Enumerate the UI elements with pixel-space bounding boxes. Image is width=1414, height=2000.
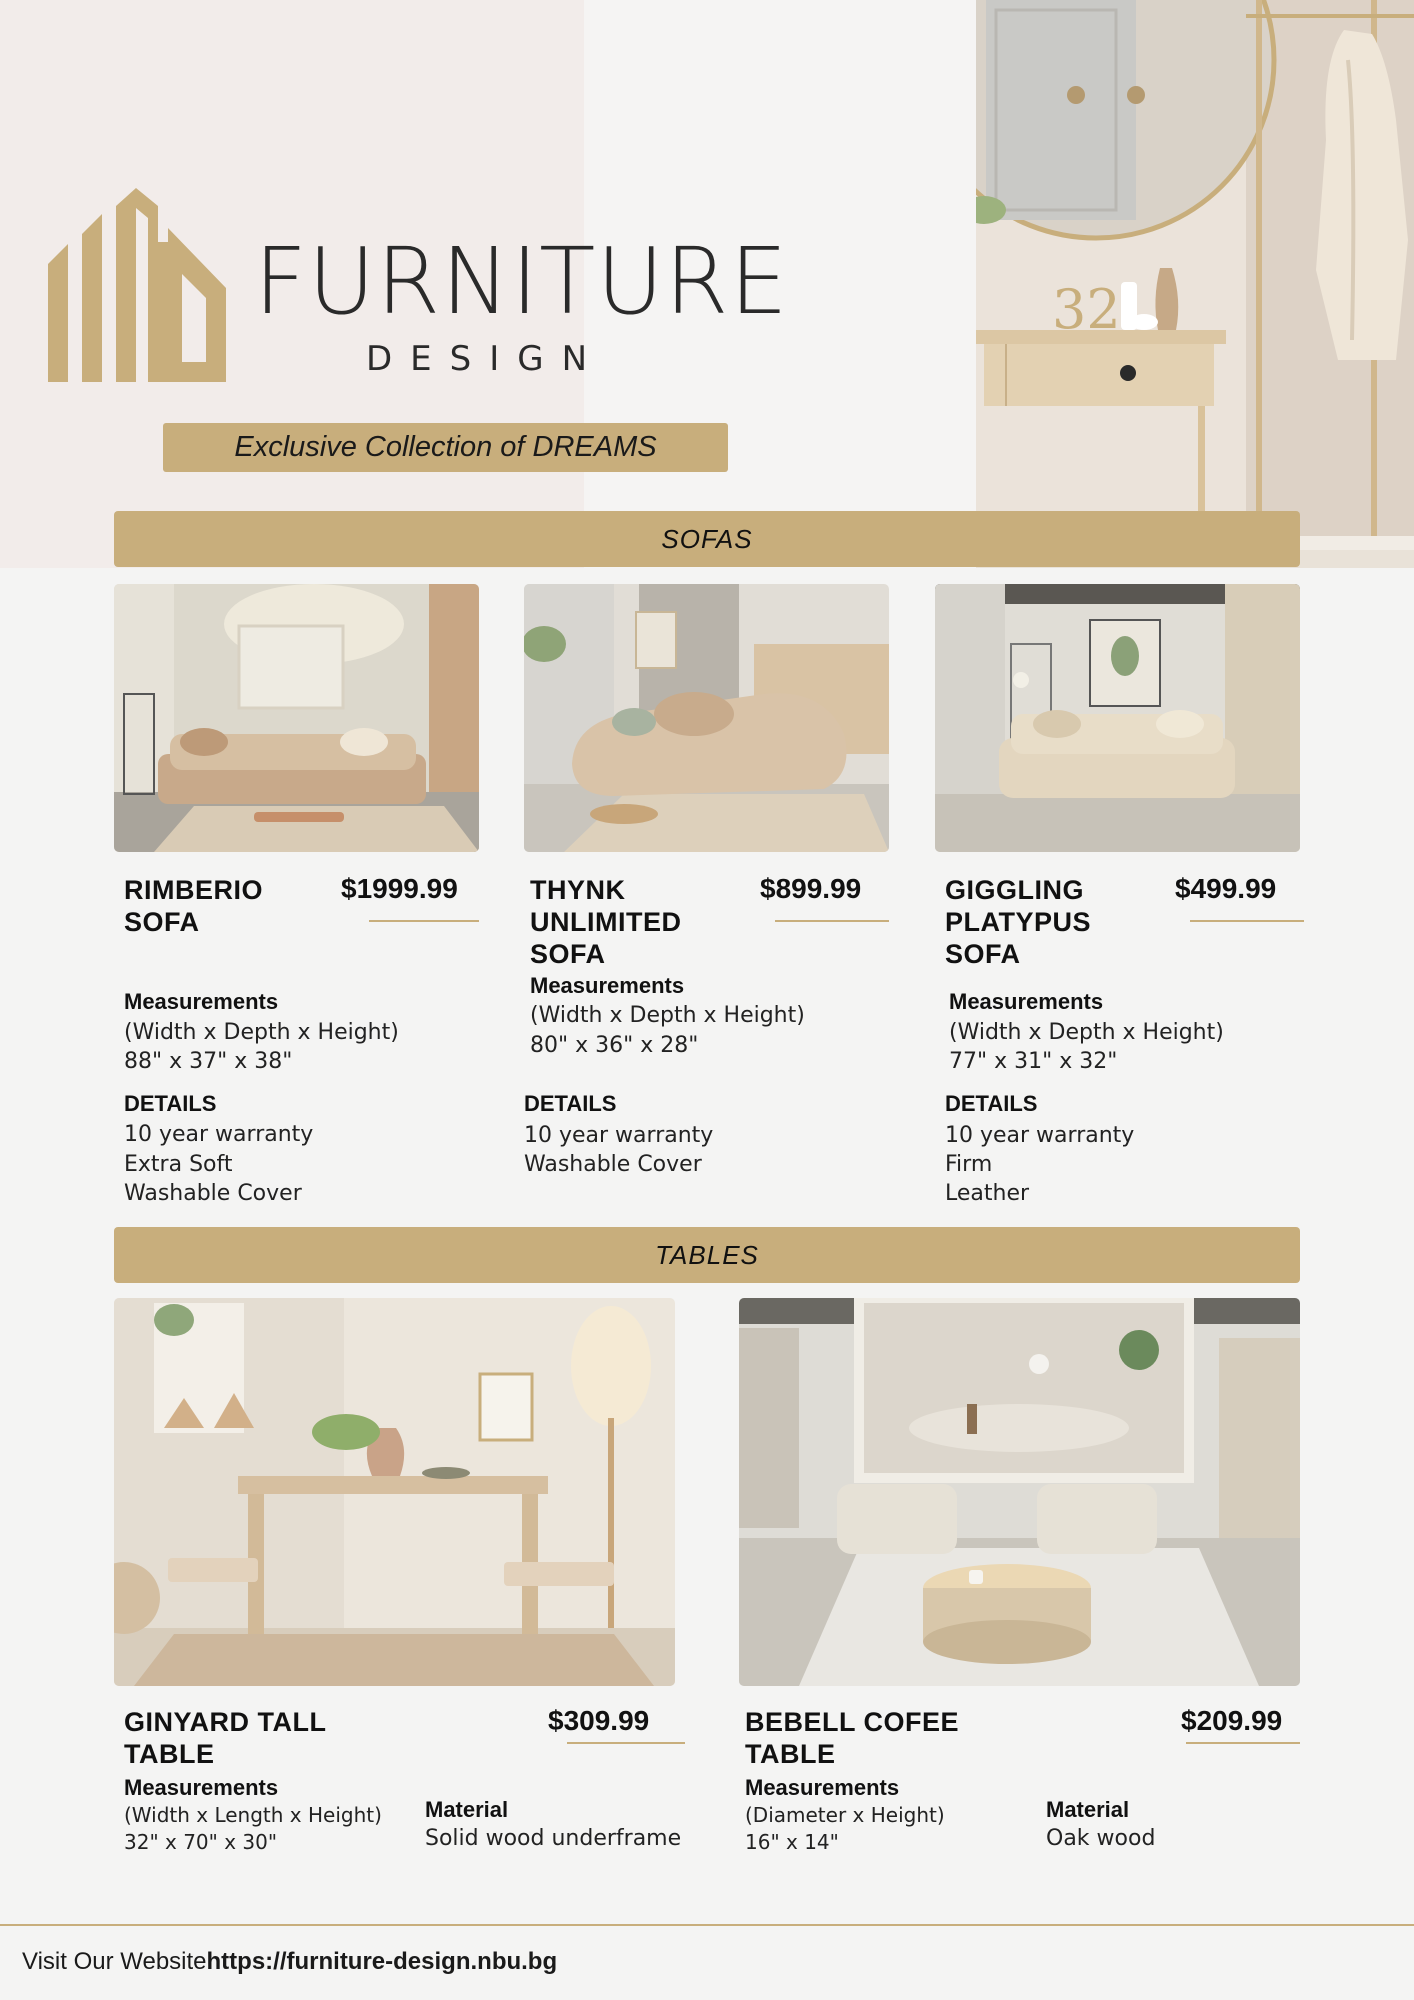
logo-mark-icon [48, 188, 226, 382]
material-label: Material [1046, 1797, 1130, 1822]
detail-item: Washable Cover [124, 1181, 302, 1206]
product-price-rimberio: $1999.99 [341, 873, 458, 904]
material-value: Solid wood underframe [425, 1826, 682, 1851]
details-label: DETAILS [124, 1091, 217, 1116]
section-bar-tables: TABLES [114, 1227, 1300, 1283]
footer-divider [0, 1924, 1414, 1926]
material-value: Oak wood [1046, 1826, 1156, 1851]
detail-item: Firm [945, 1152, 993, 1177]
price-underline [369, 920, 479, 922]
measurements-label: Measurements [530, 973, 685, 998]
brand-title: FURNITURE [254, 228, 789, 335]
product-price-thynk: $899.99 [760, 873, 862, 904]
table-photo-bebell [739, 1298, 1300, 1686]
product-name-giggling-platypus: GIGGLING PLATYPUS SOFA [945, 875, 1092, 969]
measurements-value: 32" x 70" x 30" [124, 1830, 278, 1854]
product-price-ginyard: $309.99 [548, 1705, 650, 1736]
footer-label: Visit Our Website [22, 1948, 207, 1975]
product-price-giggling-platypus: $499.99 [1175, 873, 1277, 904]
details-label: DETAILS [524, 1091, 617, 1116]
detail-item: Leather [945, 1181, 1030, 1206]
measurements-label: Measurements [124, 1775, 279, 1800]
footer-website-link[interactable]: https://furniture-design.nbu.bg [206, 1948, 558, 1975]
measurements-value: 80" x 36" x 28" [530, 1033, 699, 1058]
product-name-thynk: THYNK UNLIMITED SOFA [530, 875, 682, 969]
measurements-dims: (Width x Depth x Height) [949, 1020, 1224, 1045]
detail-item: 10 year warranty [524, 1123, 714, 1148]
detail-item: Washable Cover [524, 1152, 702, 1177]
tagline-banner: Exclusive Collection of DREAMS [163, 423, 728, 472]
measurements-dims: (Width x Depth x Height) [530, 1003, 805, 1028]
footer [22, 1948, 557, 1976]
price-underline [567, 1742, 685, 1744]
measurements-dims: (Diameter x Height) [745, 1803, 945, 1827]
section-bar-sofas: SOFAS [114, 511, 1300, 567]
table-photo-ginyard [114, 1298, 675, 1686]
product-name-bebell: BEBELL COFEE TABLE [745, 1707, 960, 1769]
measurements-dims: (Width x Length x Height) [124, 1803, 382, 1827]
measurements-label: Measurements [124, 989, 279, 1014]
product-name-rimberio: RIMBERIO SOFA [124, 875, 263, 937]
detail-item: 10 year warranty [124, 1122, 314, 1147]
details-label: DETAILS [945, 1091, 1038, 1116]
measurements-value: 88" x 37" x 38" [124, 1049, 293, 1074]
price-underline [1186, 1742, 1300, 1744]
measurements-value: 16" x 14" [745, 1830, 839, 1854]
sofa-photo-thynk [524, 584, 889, 852]
measurements-dims: (Width x Depth x Height) [124, 1020, 399, 1045]
sofa-photo-giggling-platypus [935, 584, 1300, 852]
detail-item: Extra Soft [124, 1152, 233, 1177]
hero-entryway-image [976, 0, 1414, 568]
measurements-label: Measurements [949, 989, 1104, 1014]
detail-item: 10 year warranty [945, 1123, 1135, 1148]
measurements-value: 77" x 31" x 32" [949, 1049, 1118, 1074]
material-label: Material [425, 1797, 509, 1822]
price-underline [1190, 920, 1304, 922]
price-underline [775, 920, 889, 922]
hero-number-decor: 32 [1052, 278, 1121, 341]
product-name-ginyard: GINYARD TALL TABLE [124, 1707, 327, 1769]
sofa-photo-rimberio [114, 584, 479, 852]
measurements-label: Measurements [745, 1775, 900, 1800]
brand-subtitle: DESIGN [366, 339, 606, 379]
product-price-bebell: $209.99 [1181, 1705, 1283, 1736]
